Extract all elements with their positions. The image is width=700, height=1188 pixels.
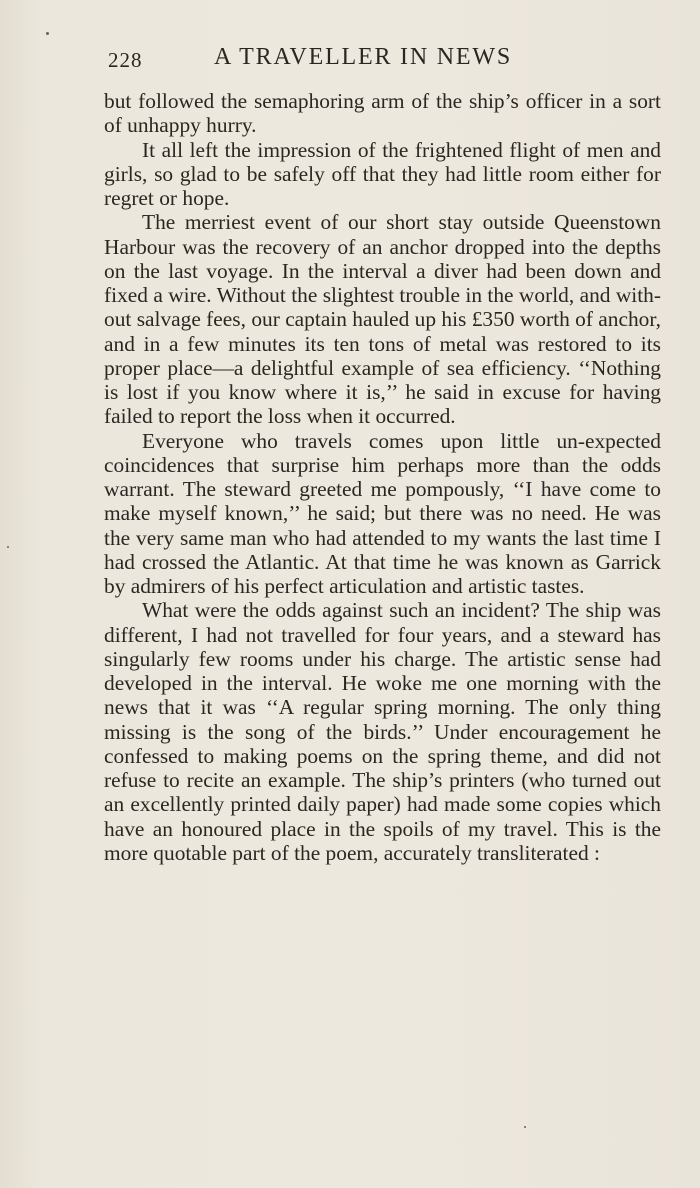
paragraph-continuation: but followed the semaphoring arm of the ship’s officer in a sort of unhappy hurry.: [104, 89, 661, 138]
paper-speck: [46, 32, 49, 35]
running-head: A TRAVELLER IN NEWS: [214, 44, 512, 70]
page-number: 228: [108, 48, 143, 72]
page-header: [108, 44, 660, 78]
body-text: [104, 89, 661, 865]
paper-speck: [7, 546, 9, 548]
paper-speck: [524, 1126, 526, 1128]
paragraph-anchor-recovery: The merriest event of our short stay outside Queenstown Harbour was the recovery of an anchor dropped into the depths on the last voyage. In the interval a diver had been down and fixed a wire. Without the slightest trouble in the world, and with-out salvage fees, our captain hauled up his £350 worth of anchor, and in a few minutes its ten tons of metal was restored to its proper place—a delightful example of sea efficiency. ‘‘Nothing is lost if you know where it is,’’ he said in excuse for having failed to report the loss when it occurred.: [104, 210, 661, 429]
paragraph-steward-poem: What were the odds against such an incident? The ship was different, I had not travelled for four years, and a steward has singularly few rooms under his charge. The artistic sense had developed in the interval. He woke me one morning with the news that it was ‘‘A regular spring morning. The only thing missing is the song of the birds.’’ Under encouragement he confessed to making poems on the spring theme, and did not refuse to recite an example. The ship’s printers (who turned out an excellently printed daily paper) had made some copies which have an honoured place in the spoils of my travel. This is the more quotable part of the poem, accurately transliterated :: [104, 598, 661, 865]
paragraph-coincidences: Everyone who travels comes upon little un-expected coincidences that surprise him perhaps more than the odds warrant. The steward greeted me pompously, ‘‘I have come to make myself known,’’ he said; but there was no need. He was the very same man who had attended to my wants the last time I had crossed the Atlantic. At that time he was known as Garrick by admirers of his perfect articulation and artistic tastes.: [104, 428, 661, 598]
paragraph-frightened-flight: It all left the impression of the frightened flight of men and girls, so glad to be safely off that they had little room either for regret or hope.: [104, 137, 661, 210]
